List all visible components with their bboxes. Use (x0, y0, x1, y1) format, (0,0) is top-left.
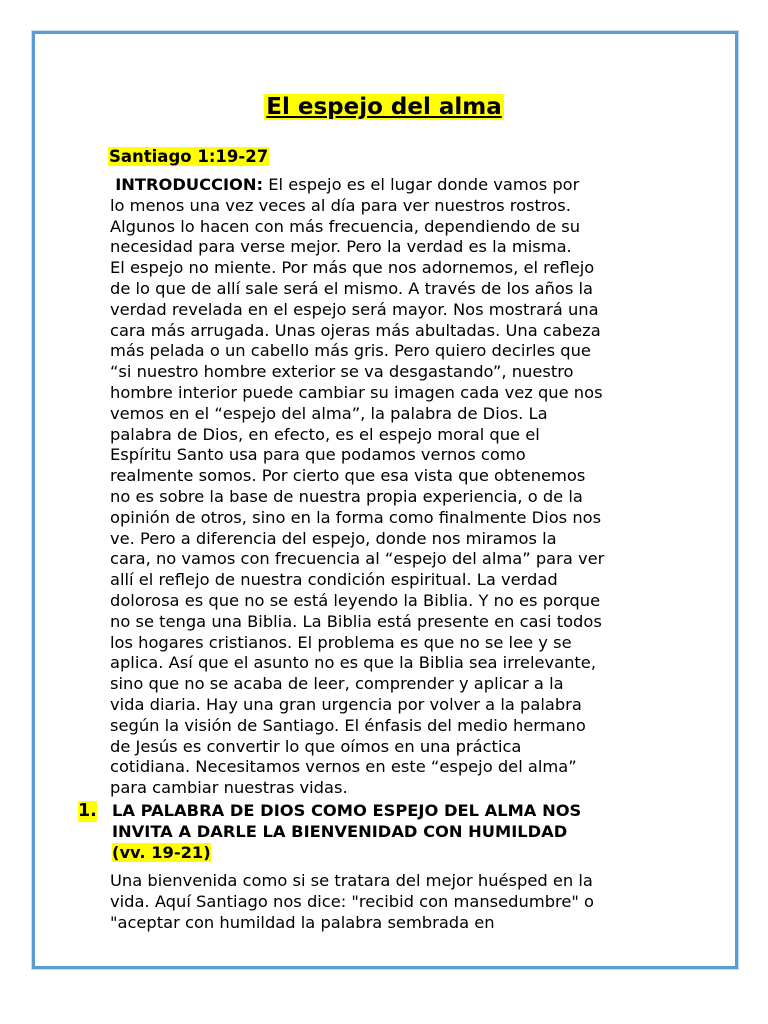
text-line: más pelada o un cabello más gris. Pero quiero decirles que (110, 341, 591, 361)
text-line: opinión de otros, sino en la forma como finalmente Dios nos (110, 507, 602, 527)
text-line: cara más arrugada. Unas ojeras más abultadas. Una cabeza (110, 320, 601, 340)
text-line: vida. Aquí Santiago nos dice: "recibid con mansedumbre" o (110, 891, 595, 911)
section-heading-line: LA PALABRA DE DIOS COMO ESPEJO DEL ALMA NOS (112, 801, 582, 820)
intro-first-line (110, 175, 670, 196)
text-line: hombre interior puede cambiar su imagen cada vez que nos (110, 382, 603, 402)
text-line: aplica. Así que el asunto no es que la Biblia sea irrelevante, (110, 653, 596, 673)
text-line: Una bienvenida como si se tratara del mejor huésped en la (110, 871, 593, 890)
text-line: allí el reflejo de nuestra condición espiritual. La verdad (110, 570, 558, 590)
section-verse-ref: (vv. 19-21) (112, 842, 211, 862)
text-line: necesidad para verse mejor. Pero la verdad es la misma. (110, 237, 572, 257)
section-1-paragraph (110, 871, 670, 933)
section-number: 1. (78, 801, 97, 821)
text-line: no se tenga una Biblia. La Biblia está presente en casi todos (110, 611, 602, 631)
text-line: sino que no se acaba de leer, comprender y aplicar a la (110, 674, 564, 694)
document-title: El espejo del alma (266, 94, 502, 120)
text-line: según la visión de Santiago. El énfasis del medio hermano (110, 715, 586, 735)
text-line: de lo que de allí sale será el mismo. A través de los años la (110, 278, 594, 298)
text-line: para cambiar nuestras vidas. (110, 778, 348, 798)
text-line: Algunos lo hacen con más frecuencia, dependiendo de su (110, 216, 581, 236)
intro-label: INTRODUCCION: (115, 175, 264, 194)
text-line: Espíritu Santo usa para que podamos vernos como (110, 445, 526, 465)
section-heading-line: INVITA A DARLE LA BIENVENIDAD CON HUMILDAD (112, 821, 568, 841)
text-line: palabra de Dios, en efecto, es el espejo moral que el (110, 424, 540, 444)
text-line: verdad revelada en el espejo será mayor. Nos mostrará una (110, 299, 599, 319)
text-line: "aceptar con humildad la palabra sembrada en (110, 912, 495, 932)
text-line: cara, no vamos con frecuencia al “espejo del alma” para ver (110, 549, 605, 569)
text-line: realmente somos. Por cierto que esa vista que obtenemos (110, 466, 586, 486)
text-line: cotidiana. Necesitamos vernos en este “espejo del alma” (110, 757, 577, 777)
introduction-paragraph (110, 175, 670, 798)
text-line: los hogares cristianos. El problema es que no se lee y se (110, 632, 572, 652)
text-line: dolorosa es que no se está leyendo la Biblia. Y no es porque (110, 590, 601, 610)
text-line: El espejo no miente. Por más que nos adornemos, el reflejo (110, 258, 595, 278)
text-line: lo menos una vez veces al día para ver nuestros rostros. (110, 195, 571, 215)
text-line: de Jesús es convertir lo que oímos en una práctica (110, 736, 522, 756)
text-line: “si nuestro hombre exterior se va desgastando”, nuestro (110, 362, 574, 382)
scripture-reference: Santiago 1:19-27 (109, 147, 269, 166)
text-line: ve. Pero a diferencia del espejo, donde nos miramos la (110, 528, 557, 548)
text-line: vida diaria. Hay una gran urgencia por volver a la palabra (110, 694, 582, 714)
intro-first-line-text: El espejo es el lugar donde vamos por (263, 175, 580, 194)
text-line: no es sobre la base de nuestra propia experiencia, o de la (110, 486, 583, 506)
text-line: vemos en el “espejo del alma”, la palabra de Dios. La (110, 403, 548, 423)
